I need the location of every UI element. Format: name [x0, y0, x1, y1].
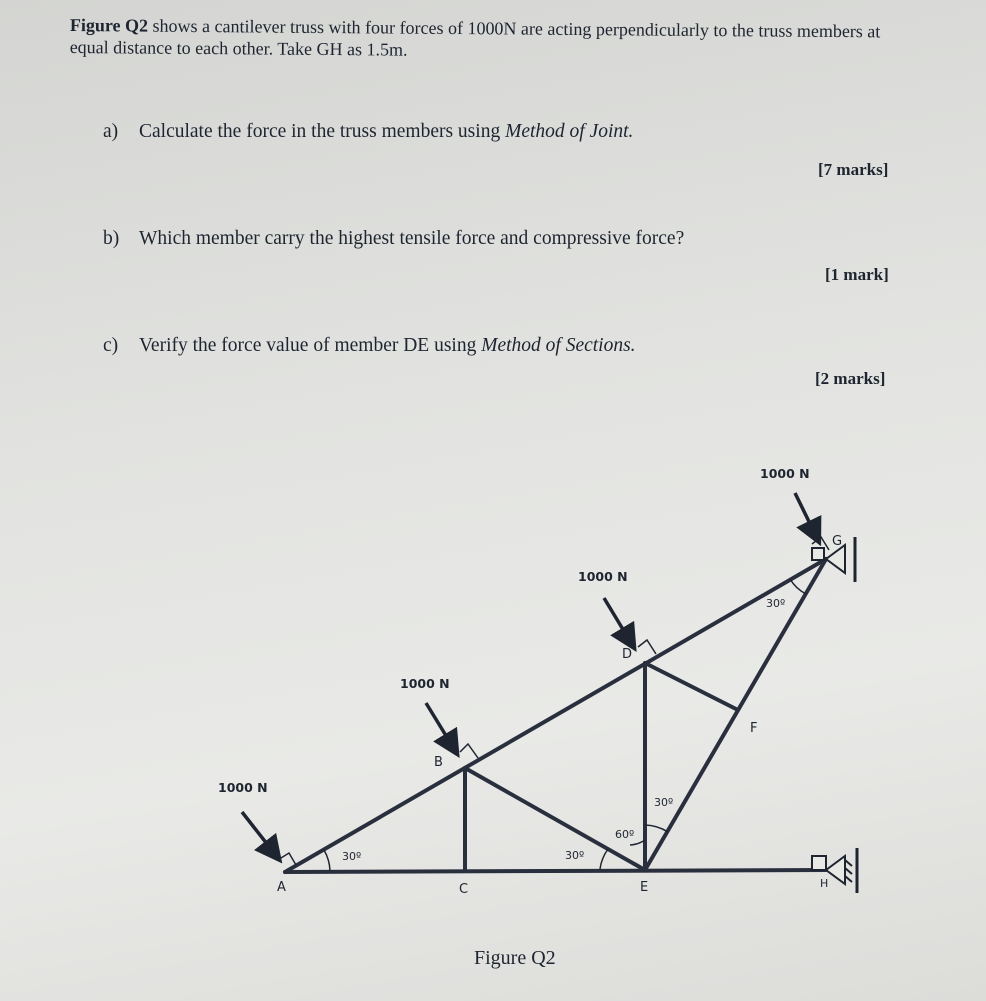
figure-reference: Figure Q2	[69, 14, 149, 36]
member-BE	[465, 768, 645, 870]
node-label-A: A	[277, 880, 286, 895]
load-arrow-G	[795, 493, 818, 540]
node-label-B: B	[434, 755, 443, 770]
angle-label-A: 30º	[342, 850, 362, 863]
right-angle-marker-D	[638, 640, 656, 654]
question-c-method: Method of Sections.	[481, 335, 636, 356]
question-b-text: Which member carry the highest tensile force and compressive force?	[139, 228, 685, 249]
node-label-D: D	[622, 647, 633, 662]
angle-label-E-30: 30º	[654, 796, 674, 809]
question-c-label: c)	[103, 335, 119, 356]
wall-hatch-H	[845, 860, 852, 882]
member-EG	[645, 559, 826, 870]
member-DF	[645, 663, 738, 710]
right-angle-marker-B	[460, 744, 478, 758]
question-a-text: Calculate the force in the truss members using	[139, 121, 506, 142]
question-c-marks: [2 marks]	[815, 369, 886, 388]
load-arrow-A	[242, 812, 278, 858]
right-angle-markers	[281, 537, 829, 865]
question-b-marks: [1 mark]	[825, 265, 889, 284]
angle-label-E-left: 30º	[565, 849, 585, 862]
support-H	[812, 848, 857, 893]
load-label-D: 1000 N	[578, 569, 628, 584]
node-box-G	[812, 548, 824, 560]
load-arrow-B	[426, 703, 456, 752]
node-label-F: F	[750, 721, 758, 736]
angle-arc-E-left	[600, 849, 608, 869]
angle-label-E-60: 60º	[615, 828, 635, 841]
question-a-method: Method of Joint.	[505, 121, 634, 142]
node-label-H: H	[820, 877, 829, 890]
angle-arc-E-30	[645, 825, 668, 832]
pin-support-H	[826, 856, 845, 884]
angle-arc-G	[790, 579, 806, 594]
question-a-label: a)	[103, 121, 119, 142]
load-arrow-D	[604, 598, 633, 646]
question-a-marks: [7 marks]	[818, 160, 889, 179]
angle-arcs	[324, 579, 806, 871]
angle-arc-A	[324, 850, 330, 871]
load-label-B: 1000 N	[400, 676, 450, 691]
node-box-H	[812, 856, 826, 870]
angle-label-G: 30º	[766, 597, 786, 610]
problem-intro-text: shows a cantilever truss with four forces of 1000N are acting perpendicularly to the truss members at equal distance to each other. Take GH as 1.5m.	[69, 15, 881, 60]
right-angle-marker-A	[281, 853, 296, 865]
load-label-G: 1000 N	[760, 466, 810, 481]
node-labels	[277, 534, 842, 897]
question-b-label: b)	[103, 228, 120, 249]
load-labels	[218, 466, 810, 795]
figure-caption: Figure Q2	[474, 947, 556, 969]
truss-members	[285, 559, 826, 872]
node-label-G: G	[832, 534, 843, 549]
node-label-C: C	[459, 882, 469, 897]
node-label-E: E	[640, 880, 649, 895]
question-c-text: Verify the force value of member DE using	[139, 335, 482, 356]
member-top-chord-AG	[285, 559, 826, 872]
member-bottom-chord-AH	[285, 870, 826, 872]
load-label-A: 1000 N	[218, 780, 268, 795]
